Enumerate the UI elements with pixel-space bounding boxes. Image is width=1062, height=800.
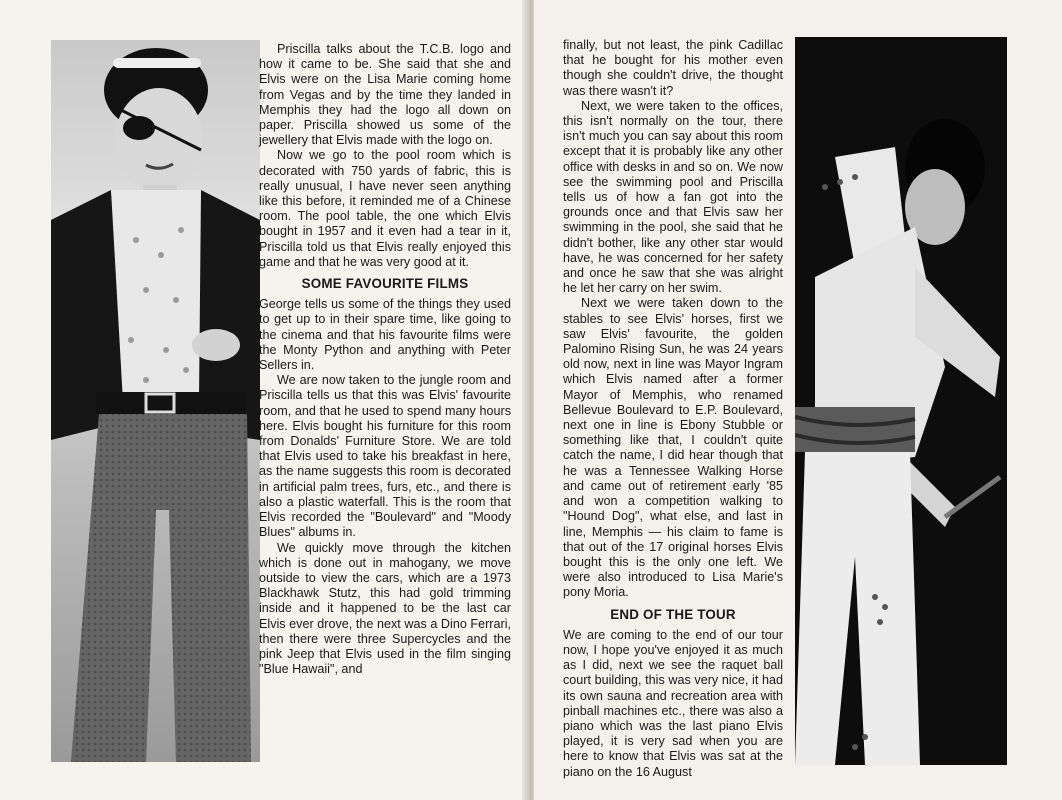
paragraph-pink-cadillac: finally, but not least, the pink Cadillac that he bought for his mother even though she couldn't drive, the thought was there wasn't it? xyxy=(563,38,783,98)
paragraph-offices-pool: Next, we were taken to the offices, this isn't normally on the tour, there isn't much you can say about this room except that it is probably like any other office with desks in and so on. We now see the swimming pool and Priscilla tells us of how a fan got into the grounds once and that Elvis saw her swimming in the pool, she said that he didn't bother, like any other star would have, he was concerned for her safety and once he saw that she was alright he let her carry on her swim. xyxy=(563,98,783,296)
elvis-stage-photo xyxy=(795,37,1007,765)
left-text-column xyxy=(259,42,511,677)
elvis-stage-illustration xyxy=(795,37,1007,765)
paragraph-stables: Next we were taken down to the stables to see Elvis' horses, first we saw Elvis' favourite, the golden Palomino Rising Sun, he was 24 years old now, next in line was Mayor Ingram which Elvis named after a former Mayor of Memphis, who renamed Bellevue Boulevard to E.P. Boulevard, next one in line is Ebony Stubble or something like that, I couldn't quite catch the name, I did hear though that he was a Tennessee Walking Horse and came out of retirement early '85 and won a competition walking to "Hound Dog", what else, and last in line, Memphis — his claim to fame is that out of the 17 original horses Elvis bought this is the only one left. We were also introduced to Lisa Marie's pony Moria. xyxy=(563,296,783,600)
paragraph-end-of-tour: We are coming to the end of our tour now, I hope you've enjoyed it as much as I did, next we see the raquet ball court building, this was very nice, it had its own sauna and recreation area with pinball machines etc., there was also a piano which was the last piano Elvis played, it is very sad when you are here to know that Elvis was sat at the piano on the 16 August xyxy=(563,627,783,779)
right-text-column xyxy=(563,38,783,780)
paragraph-jungle-room: We are now taken to the jungle room and Priscilla tells us that this was Elvis' favourite room, and that he used to spend many hours here. Elvis bought his furniture for this room from Donalds' Furniture Store. We are told that Elvis used to take his breakfast in here, as the name suggests this room is decorated in artificial palm trees, furs, etc., and there is also a plastic waterfall. This is the room that Elvis recorded the "Boulevard" and "Moody Blues" albums in. xyxy=(259,373,511,540)
paragraph-films: George tells us some of the things they used to get up to in their spare time, like going to the cinema and that his favourite films were the Monty Python and anything with Peter Sellers in. xyxy=(259,297,511,373)
elvis-casual-photo xyxy=(51,40,260,762)
left-page xyxy=(0,0,528,800)
paragraph-kitchen-cars: We quickly move through the kitchen which is done out in mahogany, we move outside to view the cars, which are a 1973 Blackhawk Stutz, this had gold trimming inside and it happened to be the last car Elvis ever drove, the next was a Dino Ferrari, then there were three Supercycles and the pink Jeep that Elvis used in the film singing "Blue Hawaii", and xyxy=(259,540,511,677)
paragraph-tcb-logo: Priscilla talks about the T.C.B. logo and how it came to be. She said that she and Elvis were on the Lisa Marie coming home from Vegas and by the time they landed in Memphis they had the logo all down on paper. Priscilla showed us some of the jewellery that Elvis made with the logo on. xyxy=(259,42,511,148)
heading-favourite-films: SOME FAVOURITE FILMS xyxy=(301,276,469,292)
elvis-casual-illustration xyxy=(51,40,260,762)
heading-end-of-tour: END OF THE TOUR xyxy=(610,606,736,622)
right-page xyxy=(534,0,1062,800)
paragraph-pool-room: Now we go to the pool room which is decorated with 750 yards of fabric, this is really unusual, I have never seen anything like this before, it reminded me of a Chinese room. The pool table, the one which Elvis bought in 1957 and it even had a tear in it, Priscilla told us that Elvis really enjoyed this game and that he was very good at it. xyxy=(259,148,511,269)
